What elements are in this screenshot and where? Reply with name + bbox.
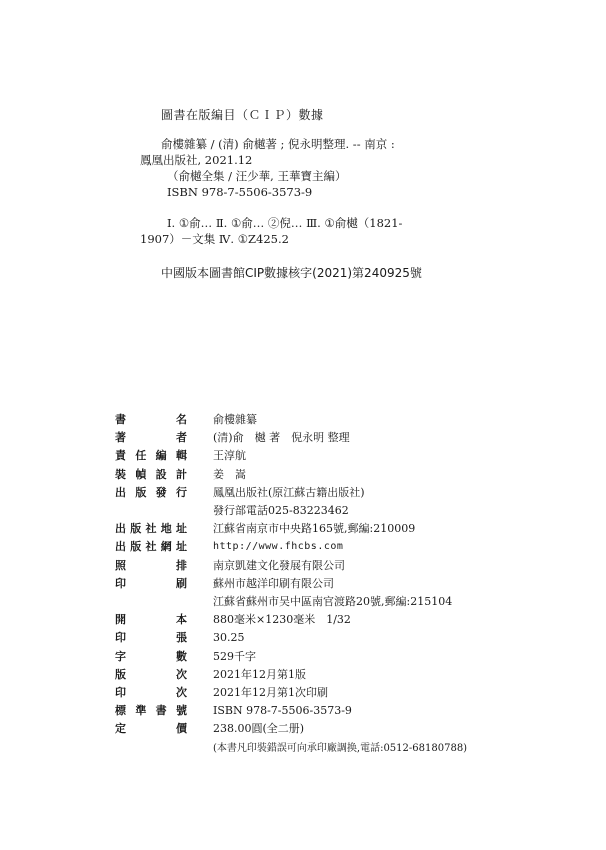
info-label: 標 準 書 號 [115, 704, 187, 718]
info-value: ISBN 978-7-5506-3573-9 [213, 703, 352, 717]
info-label: 出 版 社 地 址 [115, 522, 187, 536]
website-link[interactable]: http://www.fhcbs.com [213, 540, 344, 552]
cip-classification [140, 215, 480, 247]
info-value: 王淳航 [213, 449, 246, 463]
info-value: (清)俞 樾 著 倪永明 整理 [213, 431, 350, 445]
info-label: 出 版 社 網 址 [115, 540, 187, 554]
info-row-editor [115, 446, 515, 464]
info-row-notice [115, 737, 515, 755]
info-value: 30.25 [213, 630, 245, 644]
info-value: (本書凡印裝錯誤可向承印廠調换,電話:0512-68180788) [213, 742, 468, 754]
cip-line-isbn: ISBN 978-7-5506-3573-9 [167, 185, 313, 199]
info-label: 定 價 [115, 722, 187, 736]
info-row-printing [115, 574, 515, 592]
info-value: 529千字 [213, 649, 256, 663]
info-label: 印 刷 [115, 576, 187, 590]
info-value: 蘇州市越洋印刷有限公司 [213, 576, 334, 590]
info-value: 238.00圓(全二册) [213, 722, 305, 736]
cip-line-series: （俞樾全集 / 汪少華, 王華寶主編） [167, 169, 347, 183]
info-value: 江蘇省南京市中央路165號,郵編:210009 [213, 522, 416, 536]
info-label: 著 者 [115, 431, 187, 445]
info-row-printer-address [115, 592, 515, 610]
info-label: 責 任 編 輯 [115, 449, 187, 463]
cip-line-class2: 1907）－文集 Ⅳ. ①Z425.2 [140, 232, 289, 246]
info-value: 880毫米×1230毫米 1/32 [213, 613, 351, 627]
info-label: 字 數 [115, 649, 187, 663]
info-label: 版 次 [115, 667, 187, 681]
info-value: 姜 嵩 [213, 467, 246, 481]
info-label: 裝 幀 設 計 [115, 467, 187, 481]
info-label: 書 名 [115, 413, 187, 427]
info-row-website [115, 537, 515, 555]
info-value: 江蘇省蘇州市吴中區南官渡路20號,郵編:215104 [213, 594, 453, 608]
info-row-format [115, 610, 515, 628]
info-value: 2021年12月第1次印刷 [213, 685, 328, 699]
info-label: 印 次 [115, 685, 187, 699]
info-value: 俞樓雜纂 [213, 413, 257, 427]
info-value: 2021年12月第1版 [213, 667, 306, 681]
info-label: 照 排 [115, 558, 187, 572]
info-value: 鳳凰出版社(原江蘇古籍出版社) [213, 485, 365, 499]
info-row-edition [115, 665, 515, 683]
info-row-isbn [115, 701, 515, 719]
info-row-sheets [115, 628, 515, 646]
info-value: 發行部電話025-83223462 [213, 504, 349, 518]
cip-verification: 中國版本圖書館CIP數據核字(2021)第240925號 [161, 266, 422, 280]
info-row-publisher [115, 483, 515, 501]
info-label: 出 版 發 行 [115, 485, 187, 499]
info-row-wordcount [115, 646, 515, 664]
info-row-design [115, 465, 515, 483]
info-row-impression [115, 683, 515, 701]
info-row-phone [115, 501, 515, 519]
cip-record [140, 136, 480, 200]
info-row-typesetting [115, 556, 515, 574]
info-row-title [115, 410, 515, 428]
info-row-author [115, 428, 515, 446]
cip-line-title: 俞樓雜纂 / (清) 俞樾著 ; 倪永明整理. -- 南京 : [161, 137, 395, 151]
info-label: 印 張 [115, 631, 187, 645]
cip-line-publisher: 鳳凰出版社, 2021.12 [140, 153, 253, 167]
cip-line-class1: Ⅰ. ①俞… Ⅱ. ①俞… ②倪… Ⅲ. ①俞樾（1821- [167, 216, 403, 230]
cip-title: 圖書在版編目（ＣＩＰ）數據 [161, 108, 324, 122]
info-row-address [115, 519, 515, 537]
copyright-info-table [115, 410, 515, 756]
info-value: 南京凱建文化發展有限公司 [213, 558, 345, 572]
info-label: 開 本 [115, 613, 187, 627]
info-row-price [115, 719, 515, 737]
